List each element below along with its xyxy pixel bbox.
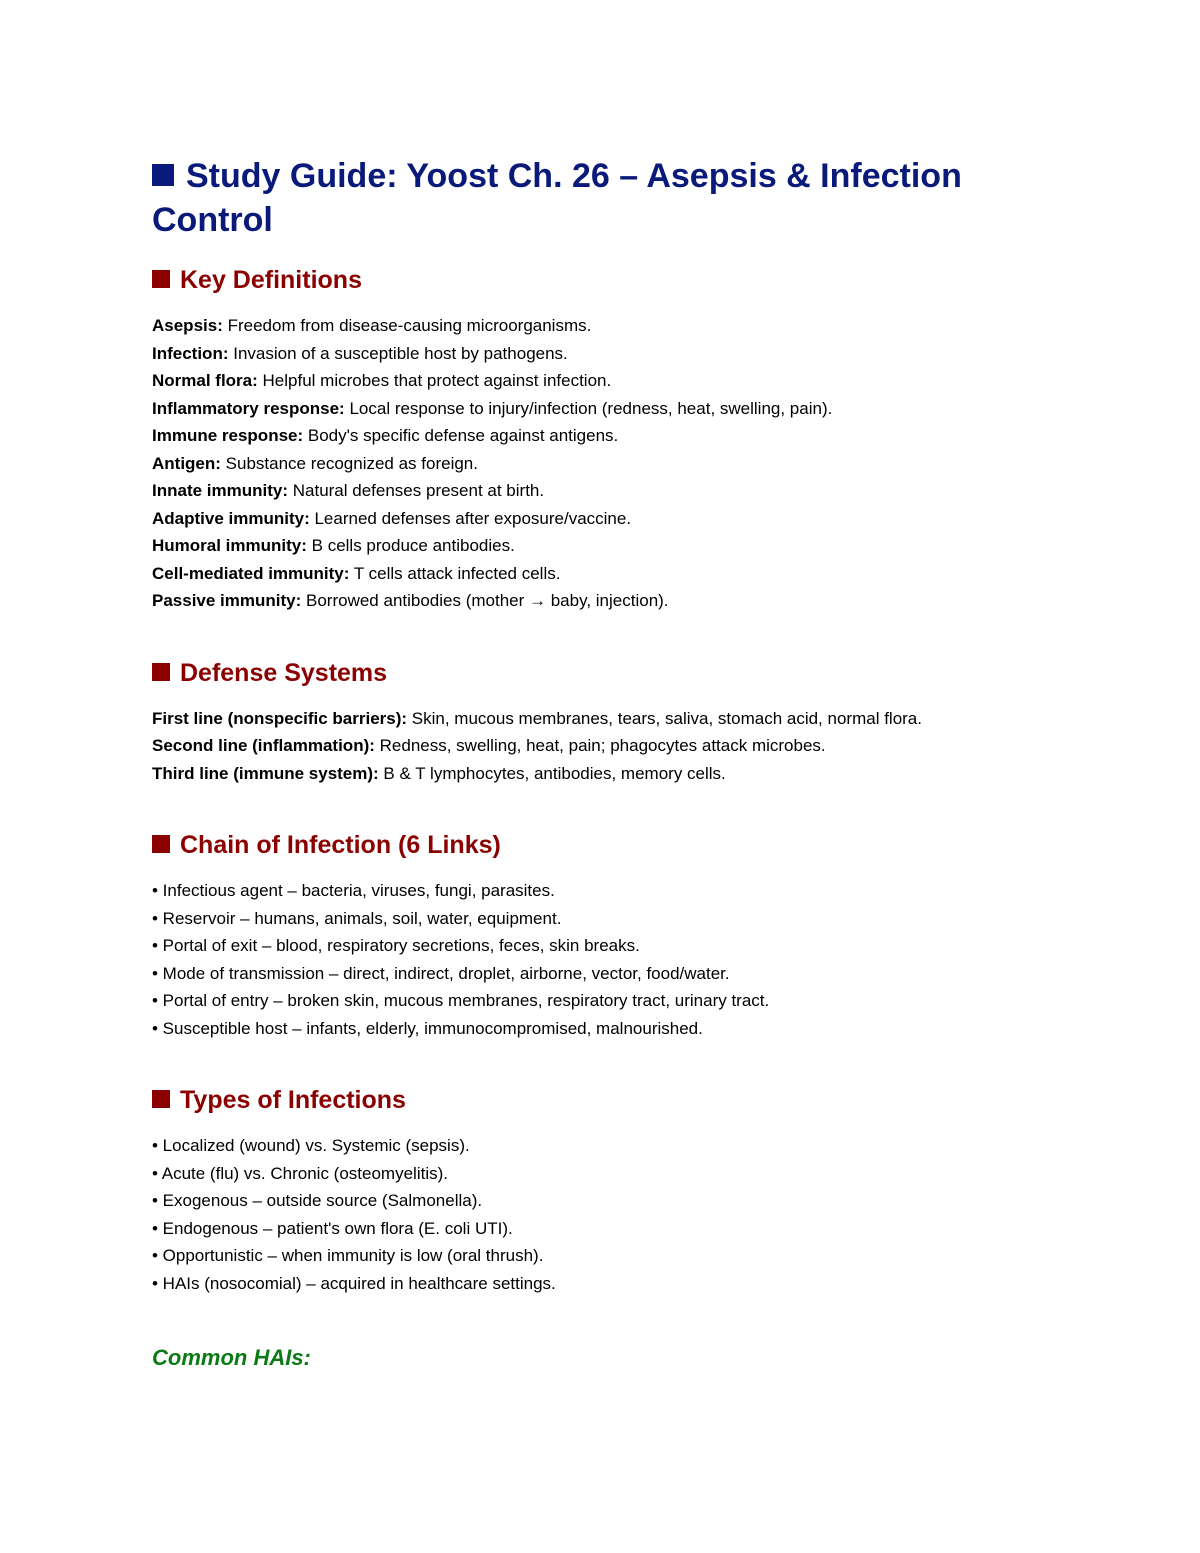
list-item: • Portal of entry – broken skin, mucous membranes, respiratory tract, urinary tract. — [152, 991, 770, 1010]
definition-term: Inflammatory response: — [152, 398, 345, 418]
defense-item — [152, 760, 1052, 788]
definition-text: Body's specific defense against antigens. — [303, 426, 619, 445]
defense-item — [152, 705, 1052, 733]
definition-text: Helpful microbes that protect against infection. — [257, 371, 612, 390]
document-title — [152, 154, 1052, 242]
definition-term: Antigen: — [152, 453, 221, 473]
document-page — [152, 154, 1052, 1372]
defense-text: Redness, swelling, heat, pain; phagocytes attack microbes. — [374, 736, 826, 755]
definition-text: Natural defenses present at birth. — [288, 481, 545, 500]
definition-item — [152, 450, 1052, 478]
definition-term: Adaptive immunity: — [152, 508, 310, 528]
section-heading-types-of-infections — [152, 1085, 1052, 1115]
definition-item — [152, 367, 1052, 395]
definition-item — [152, 395, 1052, 423]
chain-of-infection-list — [152, 877, 1052, 1042]
definition-item — [152, 422, 1052, 450]
document-title-text: Study Guide: Yoost Ch. 26 – Asepsis & Infection Control — [152, 157, 962, 239]
list-item: • Portal of exit – blood, respiratory secretions, feces, skin breaks. — [152, 936, 640, 955]
key-definitions-list — [152, 312, 1052, 615]
definition-text: Learned defenses after exposure/vaccine. — [309, 508, 632, 528]
definition-text: Invasion of a susceptible host by pathogens. — [228, 343, 568, 363]
section-heading-chain-of-infection — [152, 830, 1052, 860]
defense-term: Second line (inflammation): — [152, 736, 375, 755]
common-hais-heading: Common HAIs: — [152, 1345, 311, 1370]
defense-text: B & T lymphocytes, antibodies, memory cells. — [378, 763, 726, 783]
definition-item — [152, 587, 1052, 615]
types-of-infections-list — [152, 1132, 1052, 1297]
definition-text: T cells attack infected cells. — [349, 563, 561, 583]
definition-item — [152, 477, 1052, 505]
square-bullet-icon — [152, 1090, 170, 1108]
definition-item — [152, 505, 1052, 533]
list-item: • Infectious agent – bacteria, viruses, fungi, parasites. — [152, 881, 555, 900]
definition-term: Innate immunity: — [152, 481, 289, 500]
definition-term: Asepsis: — [152, 316, 223, 335]
definition-item — [152, 532, 1052, 560]
list-item: • Localized (wound) vs. Systemic (sepsis). — [152, 1136, 470, 1155]
list-item: • Endogenous – patient's own flora (E. coli UTI). — [152, 1218, 513, 1238]
list-item: • Exogenous – outside source (Salmonella). — [152, 1191, 483, 1210]
square-bullet-icon — [152, 835, 170, 853]
defense-item — [152, 732, 1052, 760]
square-bullet-icon — [152, 164, 174, 186]
definition-term: Humoral immunity: — [152, 536, 307, 555]
definition-text: B cells produce antibodies. — [306, 536, 515, 555]
list-item: • Mode of transmission – direct, indirect, droplet, airborne, vector, food/water. — [152, 963, 730, 983]
list-item: • Reservoir – humans, animals, soil, water, equipment. — [152, 908, 562, 928]
list-item: • HAIs (nosocomial) – acquired in healthcare settings. — [152, 1273, 556, 1293]
definition-item — [152, 340, 1052, 368]
definition-item — [152, 560, 1052, 588]
defense-text: Skin, mucous membranes, tears, saliva, stomach acid, normal flora. — [407, 708, 922, 728]
list-item: • Acute (flu) vs. Chronic (osteomyelitis). — [152, 1163, 448, 1183]
section-heading-text: Types of Infections — [180, 1086, 406, 1114]
definition-text: Local response to injury/infection (redness, heat, swelling, pain). — [344, 398, 833, 418]
list-item: • Opportunistic – when immunity is low (oral thrush). — [152, 1246, 544, 1265]
definition-term: Infection: — [152, 343, 229, 363]
section-heading-key-definitions — [152, 265, 1052, 295]
definition-text: Substance recognized as foreign. — [220, 453, 478, 473]
defense-term: Third line (immune system): — [152, 763, 379, 783]
section-heading-text: Defense Systems — [180, 658, 388, 687]
definition-term: Cell-mediated immunity: — [152, 563, 350, 583]
definition-text: Freedom from disease-causing microorganisms. — [222, 316, 592, 335]
definition-text: Borrowed antibodies (mother → baby, injection). — [301, 591, 669, 610]
square-bullet-icon — [152, 270, 170, 288]
section-heading-defense-systems — [152, 658, 1052, 688]
list-item: • Susceptible host – infants, elderly, immunocompromised, malnourished. — [152, 1018, 703, 1038]
section-heading-text: Chain of Infection (6 Links) — [180, 831, 501, 859]
definition-term: Immune response: — [152, 426, 304, 445]
section-heading-text: Key Definitions — [180, 266, 362, 294]
square-bullet-icon — [152, 663, 170, 681]
definition-term: Normal flora: — [152, 371, 258, 390]
defense-term: First line (nonspecific barriers): — [152, 708, 408, 728]
defense-systems-list — [152, 705, 1052, 788]
definition-term: Passive immunity: — [152, 591, 302, 610]
definition-item — [152, 312, 1052, 340]
